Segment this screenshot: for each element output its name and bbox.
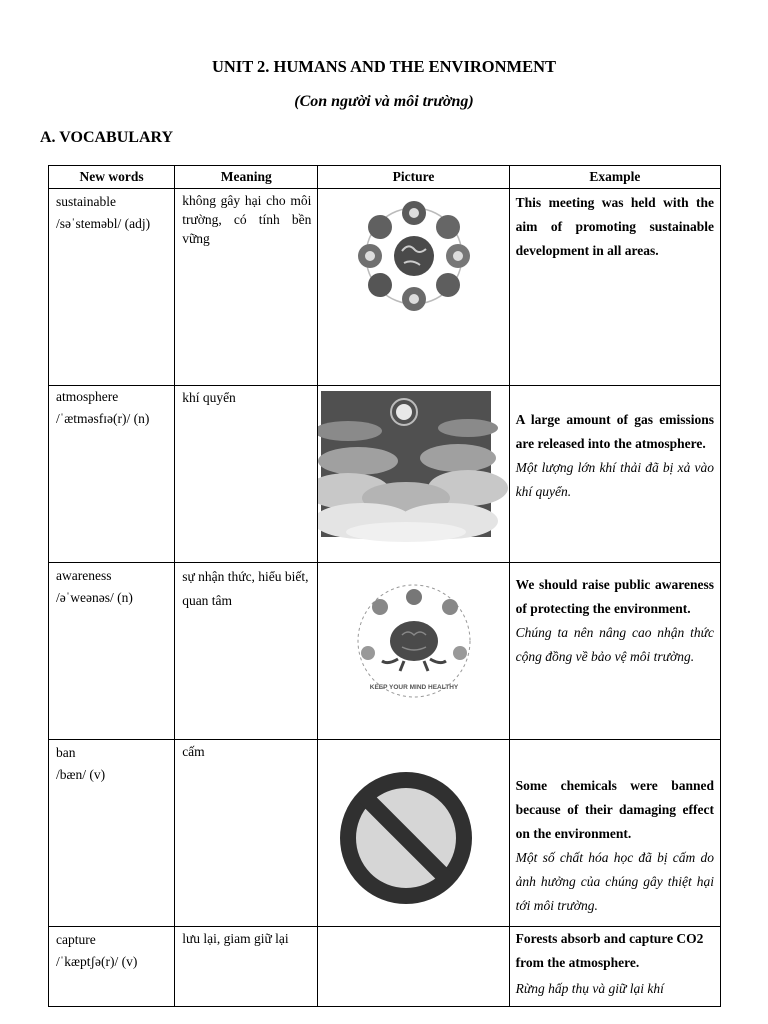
example-cell: [509, 386, 720, 563]
section-heading: A. VOCABULARY: [40, 129, 174, 146]
example-english: We should raise public awareness of protecting the environment.: [515, 577, 714, 616]
example-cell: [509, 189, 720, 386]
example-vietnamese: Chúng ta nên nâng cao nhận thức cộng đồng về bảo vệ môi trường.: [515, 625, 714, 664]
table-row: [49, 927, 721, 1007]
word-cell: [49, 386, 175, 563]
vocab-word: capture: [56, 932, 96, 947]
table-header-row: [49, 166, 721, 189]
example-english: A large amount of gas emissions are released into the atmosphere.: [515, 412, 714, 451]
vocab-ipa: /əˈweənəs/ (n): [56, 590, 133, 605]
vocab-ipa: /səˈsteməbl/ (adj): [56, 216, 151, 231]
example-english: Forests absorb and capture CO2 from the atmosphere.: [515, 931, 704, 970]
example-vietnamese: Rừng hấp thụ và giữ lại khí: [515, 981, 664, 996]
vocab-word: ban: [56, 745, 76, 760]
example-cell: [509, 563, 720, 740]
meaning-cell: [175, 386, 318, 563]
table-row: [49, 189, 721, 386]
vocabulary-table: [48, 165, 721, 1007]
vocab-meaning: không gây hại cho môi trường, có tính bền vững: [182, 193, 312, 246]
vocab-word: sustainable: [56, 194, 116, 209]
example-cell: [509, 740, 720, 927]
word-cell: [49, 740, 175, 927]
meaning-cell: [175, 189, 318, 386]
example-cell: [509, 927, 720, 1007]
meaning-cell: [175, 563, 318, 740]
picture-cell: [318, 740, 509, 927]
meaning-cell: [175, 927, 318, 1007]
example-vietnamese: Một số chất hóa học đã bị cấm do ảnh hưởng của chúng gây thiệt hại tới môi trường.: [515, 850, 714, 913]
vocab-word: atmosphere: [56, 389, 119, 404]
header-new-words: New words: [49, 166, 175, 189]
vocab-ipa: /ˈætməsfɪə(r)/ (n): [56, 411, 150, 426]
sustainability-icons-image: [318, 189, 508, 384]
header-meaning: Meaning: [175, 166, 318, 189]
picture-caption: KEEP YOUR MIND HEALTHY: [370, 684, 459, 691]
page-title: UNIT 2. HUMANS AND THE ENVIRONMENT: [211, 57, 557, 76]
clouds-sky-image: [318, 386, 508, 561]
vocab-meaning: lưu lại, giam giữ lại: [182, 931, 289, 946]
example-english: Some chemicals were banned because of their damaging effect on the environment.: [515, 778, 714, 841]
prohibition-sign-image: [318, 740, 508, 925]
vocab-ipa: /bæn/ (v): [56, 767, 106, 782]
example-vietnamese: Một lượng lớn khí thải đã bị xả vào khí quyển.: [515, 460, 714, 499]
word-cell: [49, 563, 175, 740]
example-english: This meeting was held with the aim of promoting sustainable development in all areas.: [515, 195, 714, 258]
picture-cell: [318, 563, 509, 740]
brain-awareness-image: [318, 563, 508, 738]
header-example: Example: [509, 166, 720, 189]
picture-cell: [318, 189, 509, 386]
vocab-word: awareness: [56, 568, 112, 583]
table-row: [49, 386, 721, 563]
meaning-cell: [175, 740, 318, 927]
word-cell: [49, 927, 175, 1007]
vocab-meaning: cấm: [182, 744, 205, 759]
table-row: [49, 563, 721, 740]
page-subtitle: (Con người và môi trường): [294, 93, 474, 110]
header-picture: Picture: [318, 166, 509, 189]
vocab-ipa: /ˈkæptʃə(r)/ (v): [56, 954, 138, 969]
word-cell: [49, 189, 175, 386]
table-row: [49, 740, 721, 927]
vocab-meaning: sự nhận thức, hiểu biết, quan tâm: [182, 569, 309, 608]
picture-cell: [318, 927, 509, 1007]
vocab-meaning: khí quyển: [182, 390, 236, 405]
picture-cell: [318, 386, 509, 563]
